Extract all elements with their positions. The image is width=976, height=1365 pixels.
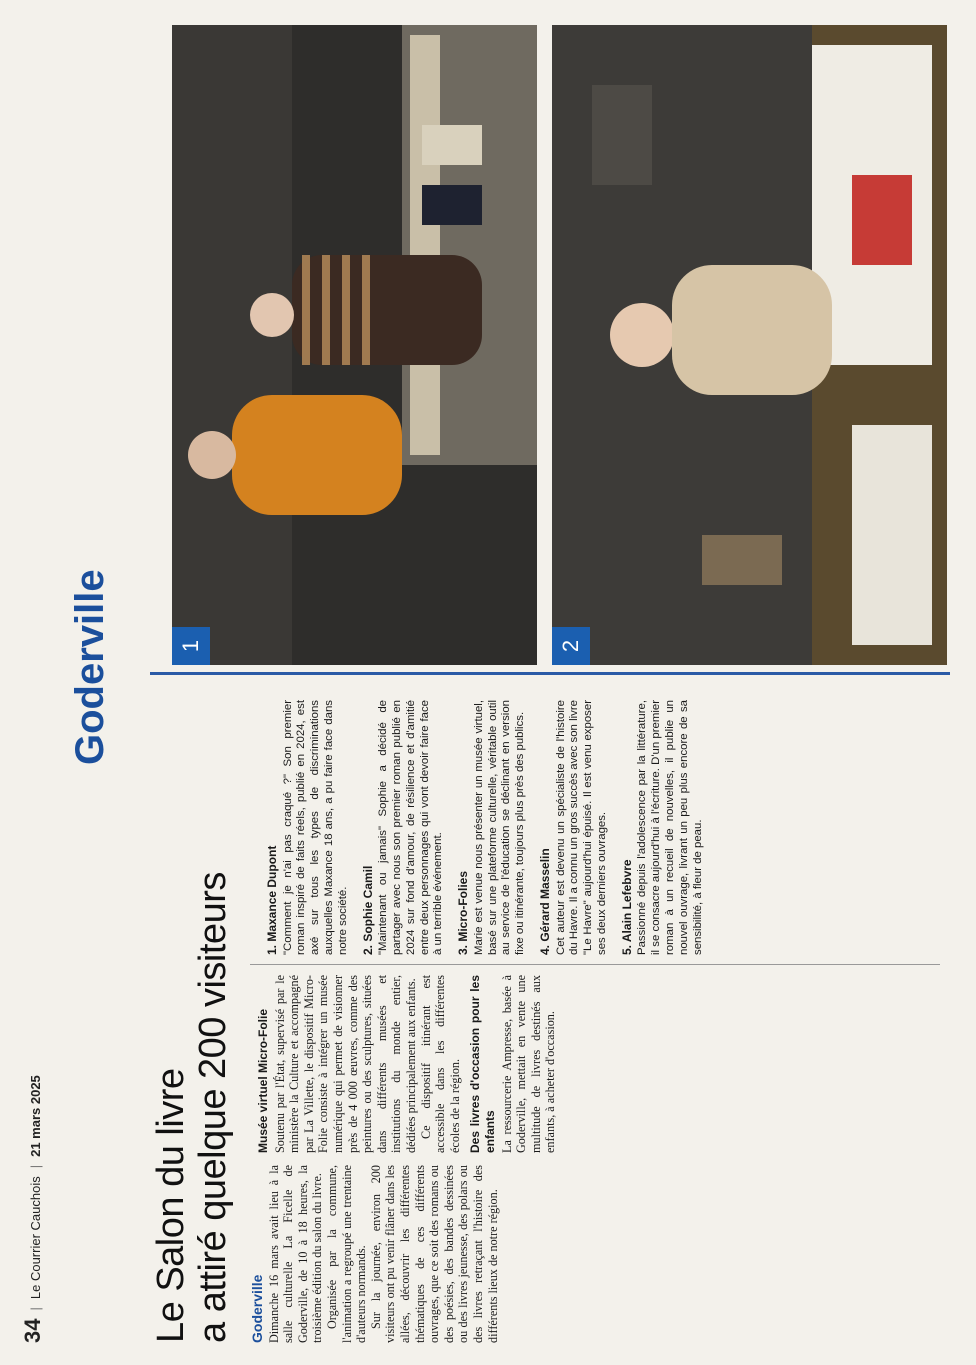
- author-name: 2. Sophie Camil: [360, 865, 375, 955]
- author-caption-4: [538, 700, 610, 955]
- headline: [150, 783, 234, 1343]
- author-caption-5: [620, 700, 706, 955]
- publication-date: 21 mars 2025: [28, 1075, 43, 1157]
- photo-number-badge: 1: [172, 627, 210, 665]
- author-name: 5. Alain Lefebvre: [619, 859, 634, 955]
- section-title: Goderville: [68, 569, 112, 765]
- folio: 34 | Le Courrier Cauchois | 21 mars 2025: [20, 1075, 45, 1343]
- headline-line-2: a attiré quelque 200 visiteurs: [192, 872, 234, 1343]
- column-divider: [250, 964, 940, 965]
- photo-1-image: [172, 25, 537, 665]
- photo-number-badge: 2: [552, 627, 590, 665]
- dateline: Goderville: [249, 1274, 265, 1343]
- article-paragraph: Organisée par la commune, l'animation a regroupé une trentaine d'auteurs normands.: [324, 1165, 369, 1343]
- article-column-1: [250, 1165, 950, 1343]
- article-paragraph: Dimanche 16 mars avait lieu à la salle culturelle La Ficelle de Goderville, de 10 à 18 heures, la troisième édition du salon du livre.: [266, 1165, 325, 1343]
- section-rule: [150, 672, 950, 675]
- author-text: "Comment je n'ai pas craqué ?" Son premier roman inspiré de faits réels, publié en 2024, est axé sur tous les types de discriminations auxquelles Maxance 18 ans, a pu faire face dans notre société.: [281, 700, 349, 955]
- author-text: Cet auteur est devenu un spécialiste de l'histoire du Havre. Il a connu un gros succès avec son livre "Le Havre" aujourd'hui épuisé. Il est venu exposer ses deux derniers ouvrages.: [554, 700, 608, 955]
- author-text: "Maintenant ou jamais" Sophie a décidé de partager avec nous son premier roman publié en 2024 sur fond d'amour, de résilience et d'amitié entre deux personnages qui vont devoir faire face à un terrible événement.: [377, 700, 445, 955]
- author-name: 4. Gérard Masselin: [537, 848, 552, 955]
- subhead-micro-folie: Musée virtuel Micro-Folie: [256, 1008, 270, 1153]
- article-paragraph: Sur la journée, environ 200 visiteurs ont pu venir flâner dans les allées, découvrir les différentes thématiques de ces différents ouvrages, que ce soit des romans ou des poésies, des bandes dessinées ou des livres jeunesse, des polars ou des livres retraçant l'histoire des différents lieux de notre région.: [368, 1165, 500, 1343]
- author-caption-3: [456, 700, 528, 955]
- author-name: 1. Maxance Dupont: [265, 845, 279, 955]
- author-caption-2: [361, 700, 447, 955]
- author-text: Passionné depuis l'adolescence par la littérature, il se consacre aujourd'hui à l'écriture. D'un premier roman à un recueil de nouvelles, il publie un nouvel ouvrage, livrant un peu plus encore de sa sensibilité, à fleur de peau.: [636, 700, 704, 955]
- photo-2: [552, 25, 947, 665]
- author-name: 3. Micro-Folies: [456, 870, 471, 955]
- article-paragraph: La ressourcerie Ampresse, basée à Goderville, mettait en vente une multitude de livres destinés aux enfants, à acheter d'occasion.: [499, 975, 558, 1153]
- article-paragraph: Soutenu par l'État, supervisé par le ministère la Culture et accompagné par La Villette, le dispositif Micro-Folie consiste à intégrer un musée numérique qui permet de visionner près de 4 000 œuvres, comme des peintures ou des sculptures, situées dans différents musées et institutions du monde entier, dédiées principalement aux enfants.: [272, 975, 418, 1153]
- newspaper-name: Le Courrier Cauchois: [28, 1176, 43, 1300]
- subhead-livres-occasion: Des livres d'occasion pour les enfants: [468, 975, 497, 1153]
- photo-2-image: [552, 25, 947, 665]
- author-text: Marie est venue nous présenter un musée virtuel, basé sur une plateforme culturelle, véritable outil au service de l'éducation se déclinant en version fixe ou itinérante, toujours plus près des publics.: [472, 700, 527, 955]
- article-paragraph: Ce dispositif itinérant est accessible dans les différentes écoles de la région.: [418, 975, 462, 1153]
- page-number: 34: [20, 1318, 45, 1343]
- photo-1: [172, 25, 537, 665]
- article-column-2: [250, 975, 950, 1153]
- author-caption-1: [265, 700, 351, 955]
- caption-column: [265, 700, 945, 955]
- headline-line-1: Le Salon du livre: [150, 1068, 192, 1343]
